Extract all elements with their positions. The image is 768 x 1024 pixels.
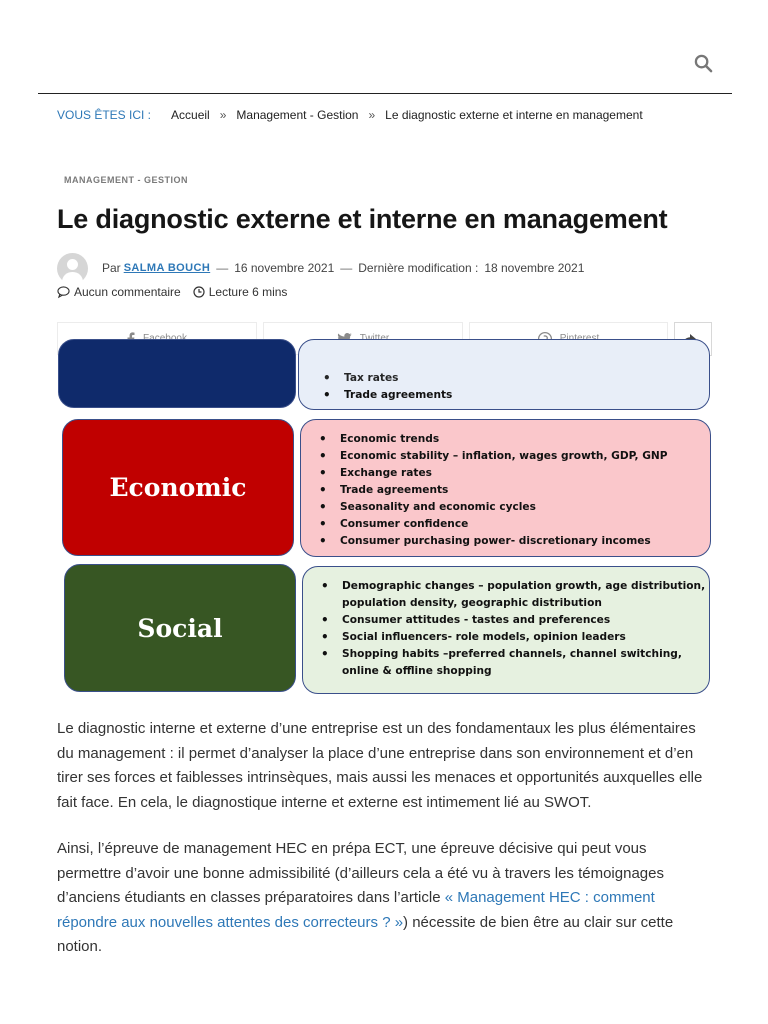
breadcrumb-current: Le diagnostic externe et interne en management xyxy=(385,108,643,122)
breadcrumb-separator: » xyxy=(219,108,227,122)
economic-item: • Exchange rates xyxy=(315,465,668,482)
category-label[interactable]: MANAGEMENT - GESTION xyxy=(64,175,188,185)
breadcrumb-separator: » xyxy=(368,108,376,122)
meta-dash: — xyxy=(216,261,229,275)
economic-list-box xyxy=(300,419,711,557)
social-item: • Shopping habits –preferred channels, channel switching, online & offline shopping xyxy=(317,646,707,680)
economic-item: • Trade agreements xyxy=(315,482,668,499)
article-meta xyxy=(57,253,584,283)
publish-date: 16 novembre 2021 xyxy=(234,261,335,275)
author-link[interactable]: SALMA BOUCH xyxy=(123,262,211,274)
political-item: • Trade agreements xyxy=(319,387,452,404)
reading-time xyxy=(193,285,288,299)
economic-label: Economic xyxy=(109,473,247,502)
reading-time-text: Lecture 6 mins xyxy=(208,285,288,299)
economic-label-box xyxy=(62,419,294,556)
search-icon[interactable] xyxy=(694,54,714,74)
meta-dash: — xyxy=(340,261,353,275)
page-title: Le diagnostic externe et interne en management xyxy=(57,204,668,234)
intro-paragraph: Le diagnostic interne et externe d’une entreprise est un des fondamentaux les plus élémentaires du management : il permet d’analyser la place d’une entreprise dans son environnement et d’en tirer ses forces et faiblesses intrinsèques, mais aussi les menaces et opportunités auxquelles elle fait face. En cela, le diagnostique interne et externe est intimement lié au SWOT. xyxy=(57,720,703,811)
modified-date: 18 novembre 2021 xyxy=(484,261,585,275)
modified-label: Dernière modification : xyxy=(358,261,479,275)
by-label: Par xyxy=(102,261,121,275)
comments-count: Aucun commentaire xyxy=(74,285,181,299)
breadcrumb-label: VOUS ÊTES ICI : xyxy=(57,108,152,122)
economic-item: • Consumer confidence xyxy=(315,516,668,533)
body-paragraph xyxy=(57,837,713,960)
social-label-box xyxy=(64,564,296,692)
political-list-box xyxy=(298,339,710,410)
social-item: • Social influencers- role models, opinion leaders xyxy=(317,629,707,646)
social-label: Social xyxy=(137,613,223,643)
paragraph-text: ) nécessite de bien être au clair sur cette notion. xyxy=(57,913,674,955)
economic-item: • Consumer purchasing power- discretionary incomes xyxy=(315,533,668,550)
social-item: • Consumer attitudes - tastes and preferences xyxy=(317,612,707,629)
economic-item: • Seasonality and economic cycles xyxy=(315,499,668,516)
comments-link[interactable] xyxy=(57,285,181,299)
comment-icon xyxy=(57,286,70,298)
pestel-figure xyxy=(57,372,712,690)
breadcrumb-home-link[interactable]: Accueil xyxy=(171,108,210,122)
article-link[interactable]: « Management HEC : comment répondre aux nouvelles attentes des correcteurs ? » xyxy=(57,889,655,931)
social-item: • Demographic changes – population growth, age distribution, population density, geographic distribution xyxy=(317,578,707,612)
paragraph-text: Ainsi, l’épreuve de management HEC en prépa ECT, une épreuve décisive qui peut vous permettre d’avoir une bonne admissibilité (d’ailleurs cela a été vu à travers les témoignages d’anciens étudiants en classes préparatoires dans l’article xyxy=(57,840,664,906)
political-label-box xyxy=(58,339,296,408)
breadcrumb xyxy=(57,108,643,122)
economic-item: • Economic trends xyxy=(315,431,668,448)
header-bar xyxy=(38,0,732,94)
economic-item: • Economic stability – inflation, wages growth, GDP, GNP xyxy=(315,448,668,465)
avatar xyxy=(57,253,88,284)
clock-icon xyxy=(193,286,205,298)
political-item: • Tax rates xyxy=(319,370,452,387)
breadcrumb-category-link[interactable]: Management - Gestion xyxy=(236,108,359,122)
social-list-box xyxy=(302,566,710,694)
article-stats xyxy=(57,285,299,299)
